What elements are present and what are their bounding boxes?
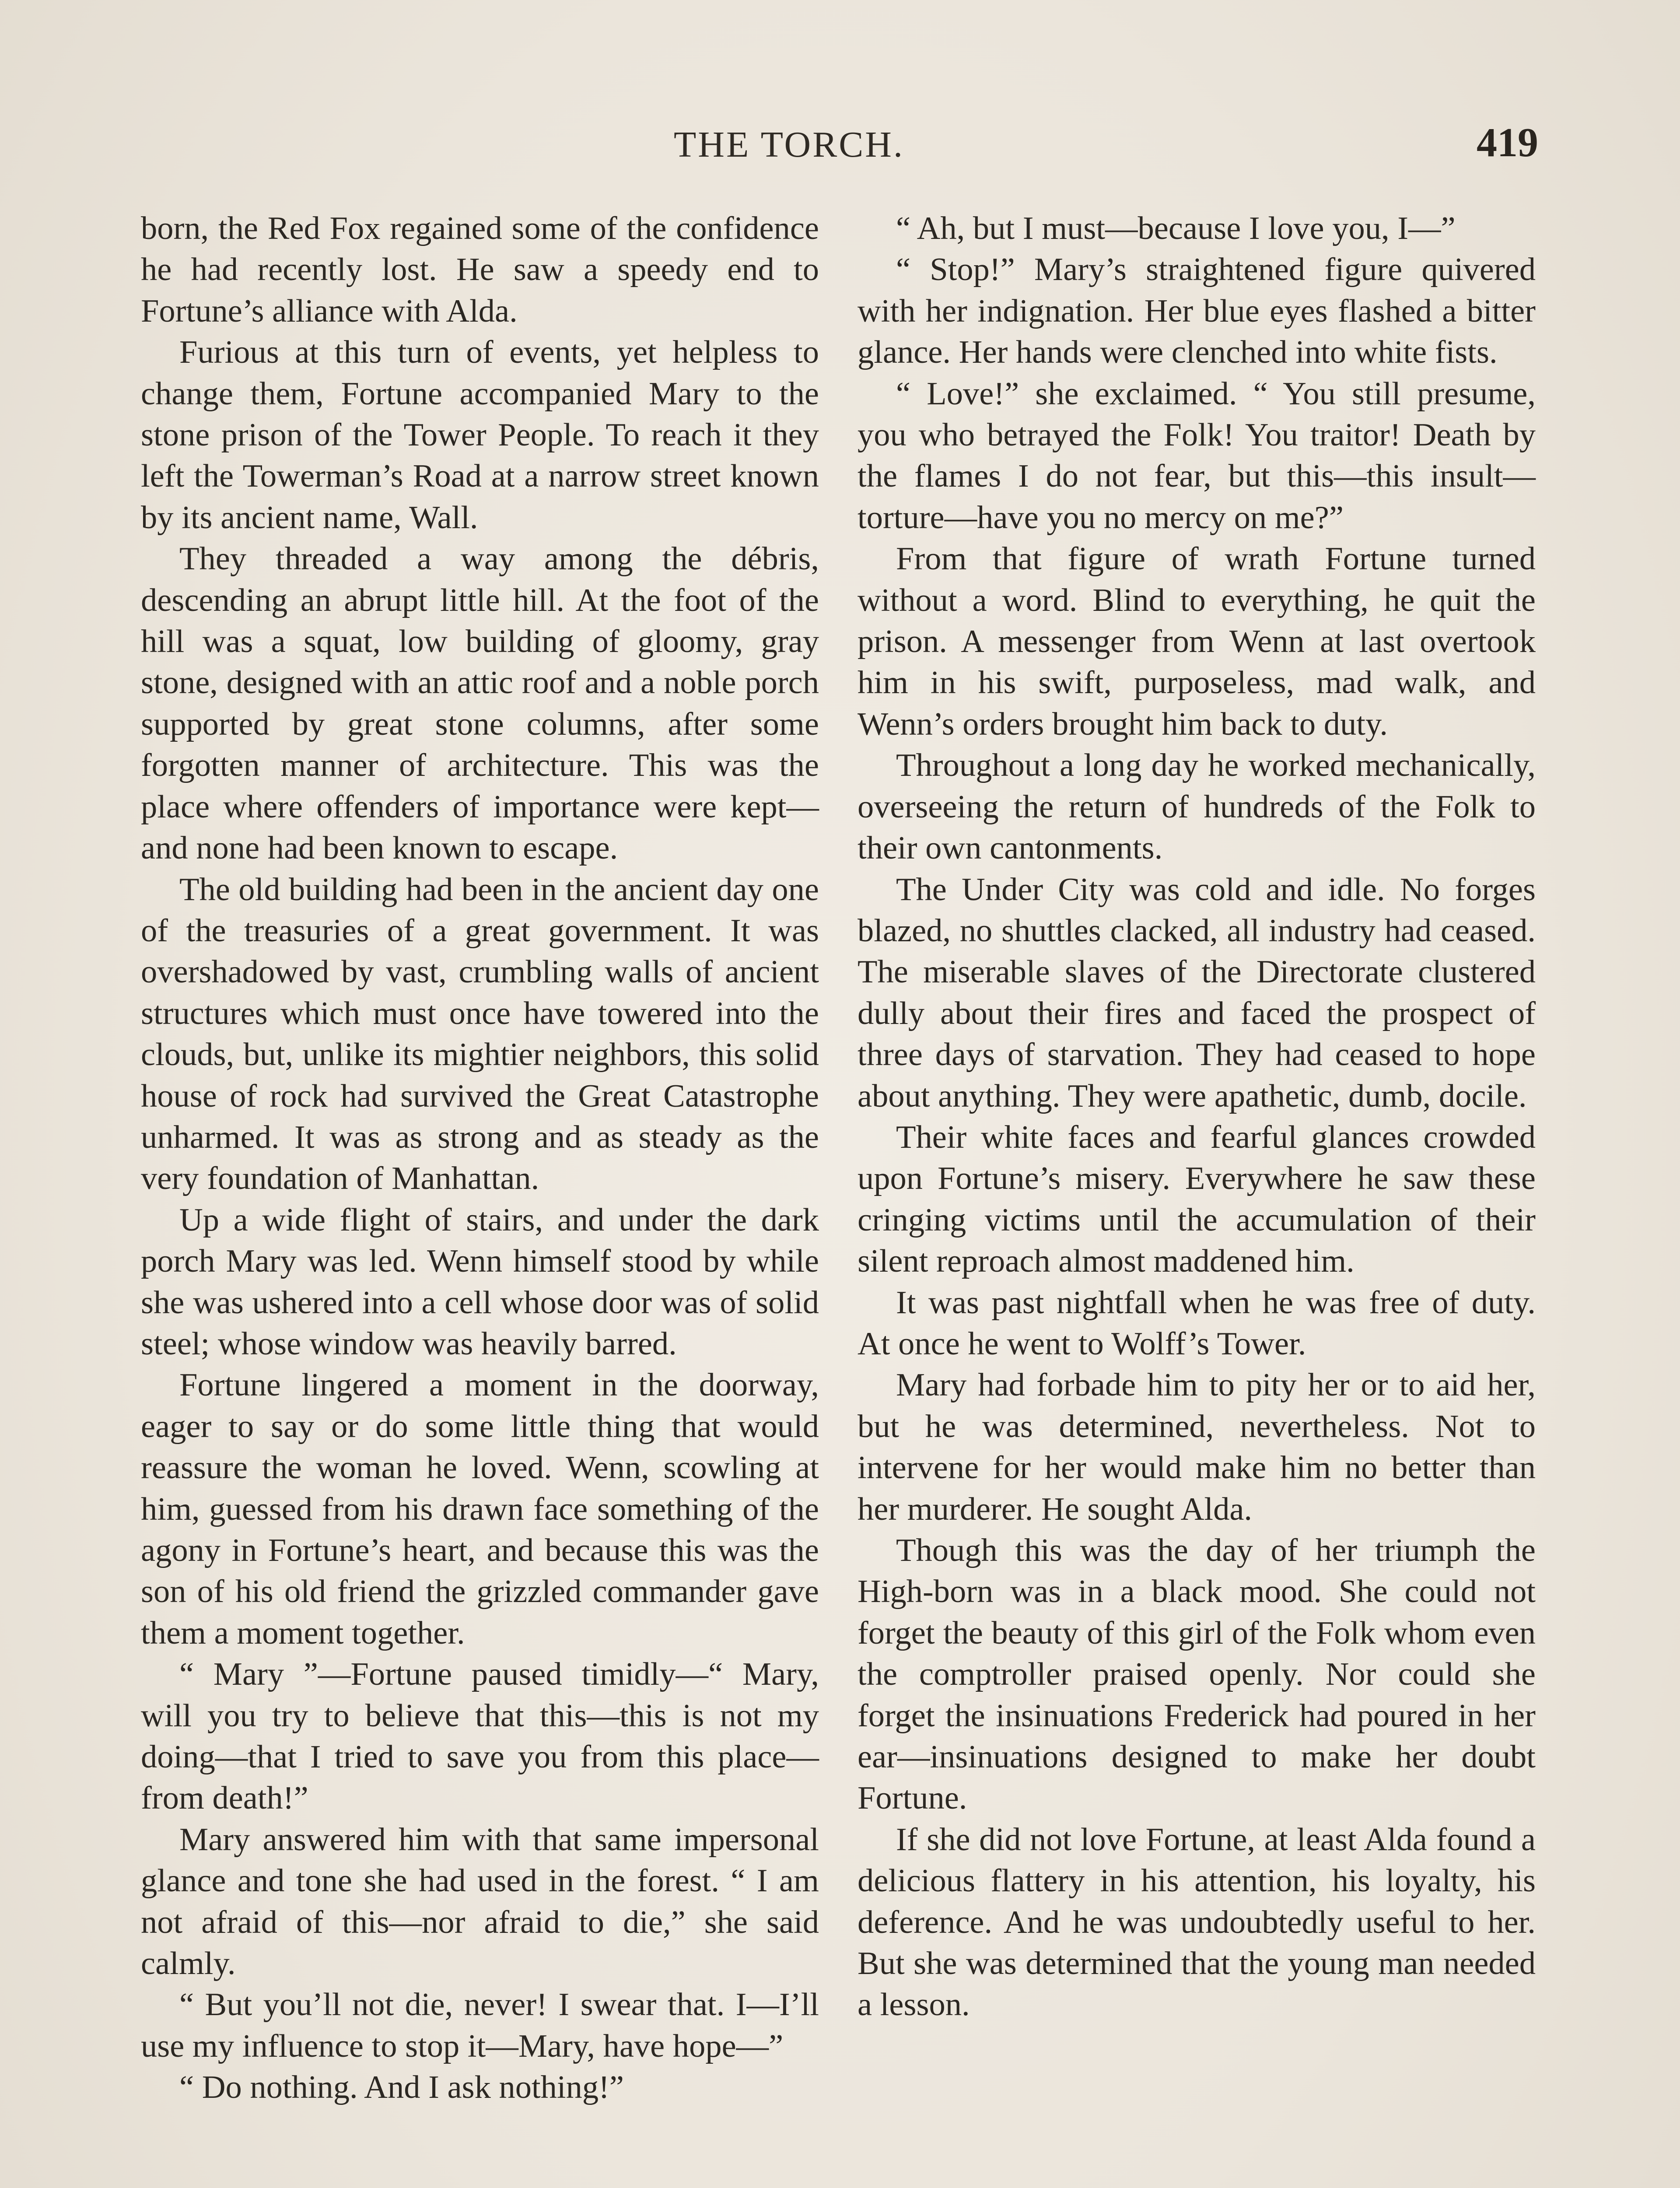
paragraph: “ Mary ”—Fortune paused timidly—“ Mary, will you try to believe that this—this is not my doing—that I tried to save you from this place—from death!” xyxy=(141,1656,819,1816)
paragraph: “ But you’ll not die, never! I swear that. I—I’ll use my influence to stop it—Mary, have hope—” xyxy=(141,1987,819,2064)
paragraph: The Under City was cold and idle. No forges blazed, no shuttles clacked, all industry had ceased. The miserable slaves of the Directorate clustered dully about their fires and faced the prospect of three days of starvation. They had ceased to hope about anything. They were apathetic, dumb, docile. xyxy=(858,871,1536,1114)
right-column xyxy=(858,208,1536,2026)
left-column xyxy=(141,208,819,2108)
paragraph: The old building had been in the ancient day one of the treasuries of a great government. It was overshadowed by vast, crumbling walls of ancient structures which must once have towered into the clouds, but, unlike its mightier neighbors, this solid house of rock had survived the Great Catastrophe unharmed. It was as strong and as steady as the very foundation of Manhattan. xyxy=(141,871,819,1197)
paragraph: “ Love!” she exclaimed. “ You still presume, you who betrayed the Folk! You traitor! Death by the flames I do not fear, but this—this insult—torture—have you no mercy on me?” xyxy=(858,375,1536,536)
paragraph: Furious at this turn of events, yet helpless to change them, Fortune accompanied Mary to the stone prison of the Tower People. To reach it they left the Towerman’s Road at a narrow street known by its ancient name, Wall. xyxy=(141,334,819,536)
paragraph: Up a wide flight of stairs, and under the dark porch Mary was led. Wenn himself stood by while she was ushered into a cell whose door was of solid steel; whose window was heavily barred. xyxy=(141,1202,819,1362)
paragraph: born, the Red Fox regained some of the confidence he had recently lost. He saw a speedy end to Fortune’s alliance with Alda. xyxy=(141,210,819,329)
paragraph: It was past nightfall when he was free of duty. At once he went to Wolff’s Tower. xyxy=(858,1284,1536,1362)
paragraph: “ Do nothing. And I ask nothing!” xyxy=(179,2069,624,2106)
paragraph: From that figure of wrath Fortune turned without a word. Blind to everything, he quit the prison. A messenger from Wenn at last overtook him in his swift, purposeless, mad walk, and Wenn’s orders brought him back to duty. xyxy=(858,541,1536,742)
paragraph: Mary answered him with that same impersonal glance and tone she had used in the forest. “ I am not afraid of this—nor afraid to die,” she said calmly. xyxy=(141,1821,819,1982)
paragraph: “ Stop!” Mary’s straightened figure quivered with her indignation. Her blue eyes flashed a bitter glance. Her hands were clenched into white fists. xyxy=(858,252,1536,371)
paragraph: Fortune lingered a moment in the doorway, eager to say or do some little thing that would reassure the woman he loved. Wenn, scowling at him, guessed from his drawn face something of the agony in Fortune’s heart, and because this was the son of his old friend the grizzled commander gave them a moment together. xyxy=(141,1367,819,1651)
paragraph: They threaded a way among the débris, descending an abrupt little hill. At the foot of the hill was a squat, low building of gloomy, gray stone, designed with an attic roof and a noble porch supported by great stone columns, after some forgotten manner of architecture. This was the place where offenders of importance were kept—and none had been known to escape. xyxy=(141,541,819,866)
paragraph: Throughout a long day he worked mechanically, overseeing the return of hundreds of the Folk to their own cantonments. xyxy=(858,747,1536,866)
paragraph: Their white faces and fearful glances crowded upon Fortune’s misery. Everywhere he saw these cringing victims until the accumulation of their silent reproach almost maddened him. xyxy=(858,1119,1536,1280)
running-title: THE TORCH. xyxy=(674,124,904,165)
paragraph: Though this was the day of her triumph the High-born was in a black mood. She could not forget the beauty of this girl of the Folk whom even the comptroller praised openly. Nor could she forget the insinuations Frederick had poured in her ear—insinuations designed to make her doubt Fortune. xyxy=(858,1532,1536,1816)
paragraph: “ Ah, but I must—because I love you, I—” xyxy=(896,210,1456,246)
paragraph: Mary had forbade him to pity her or to aid her, but he was determined, nevertheless. Not to intervene for her would make him no better than her murderer. He sought Alda. xyxy=(858,1367,1536,1527)
page-number: 419 xyxy=(1477,120,1538,165)
paragraph: If she did not love Fortune, at least Alda found a delicious flattery in his attention, his loyalty, his deference. And he was undoubtedly useful to her. But she was determined that the young man needed a lesson. xyxy=(858,1821,1536,2023)
